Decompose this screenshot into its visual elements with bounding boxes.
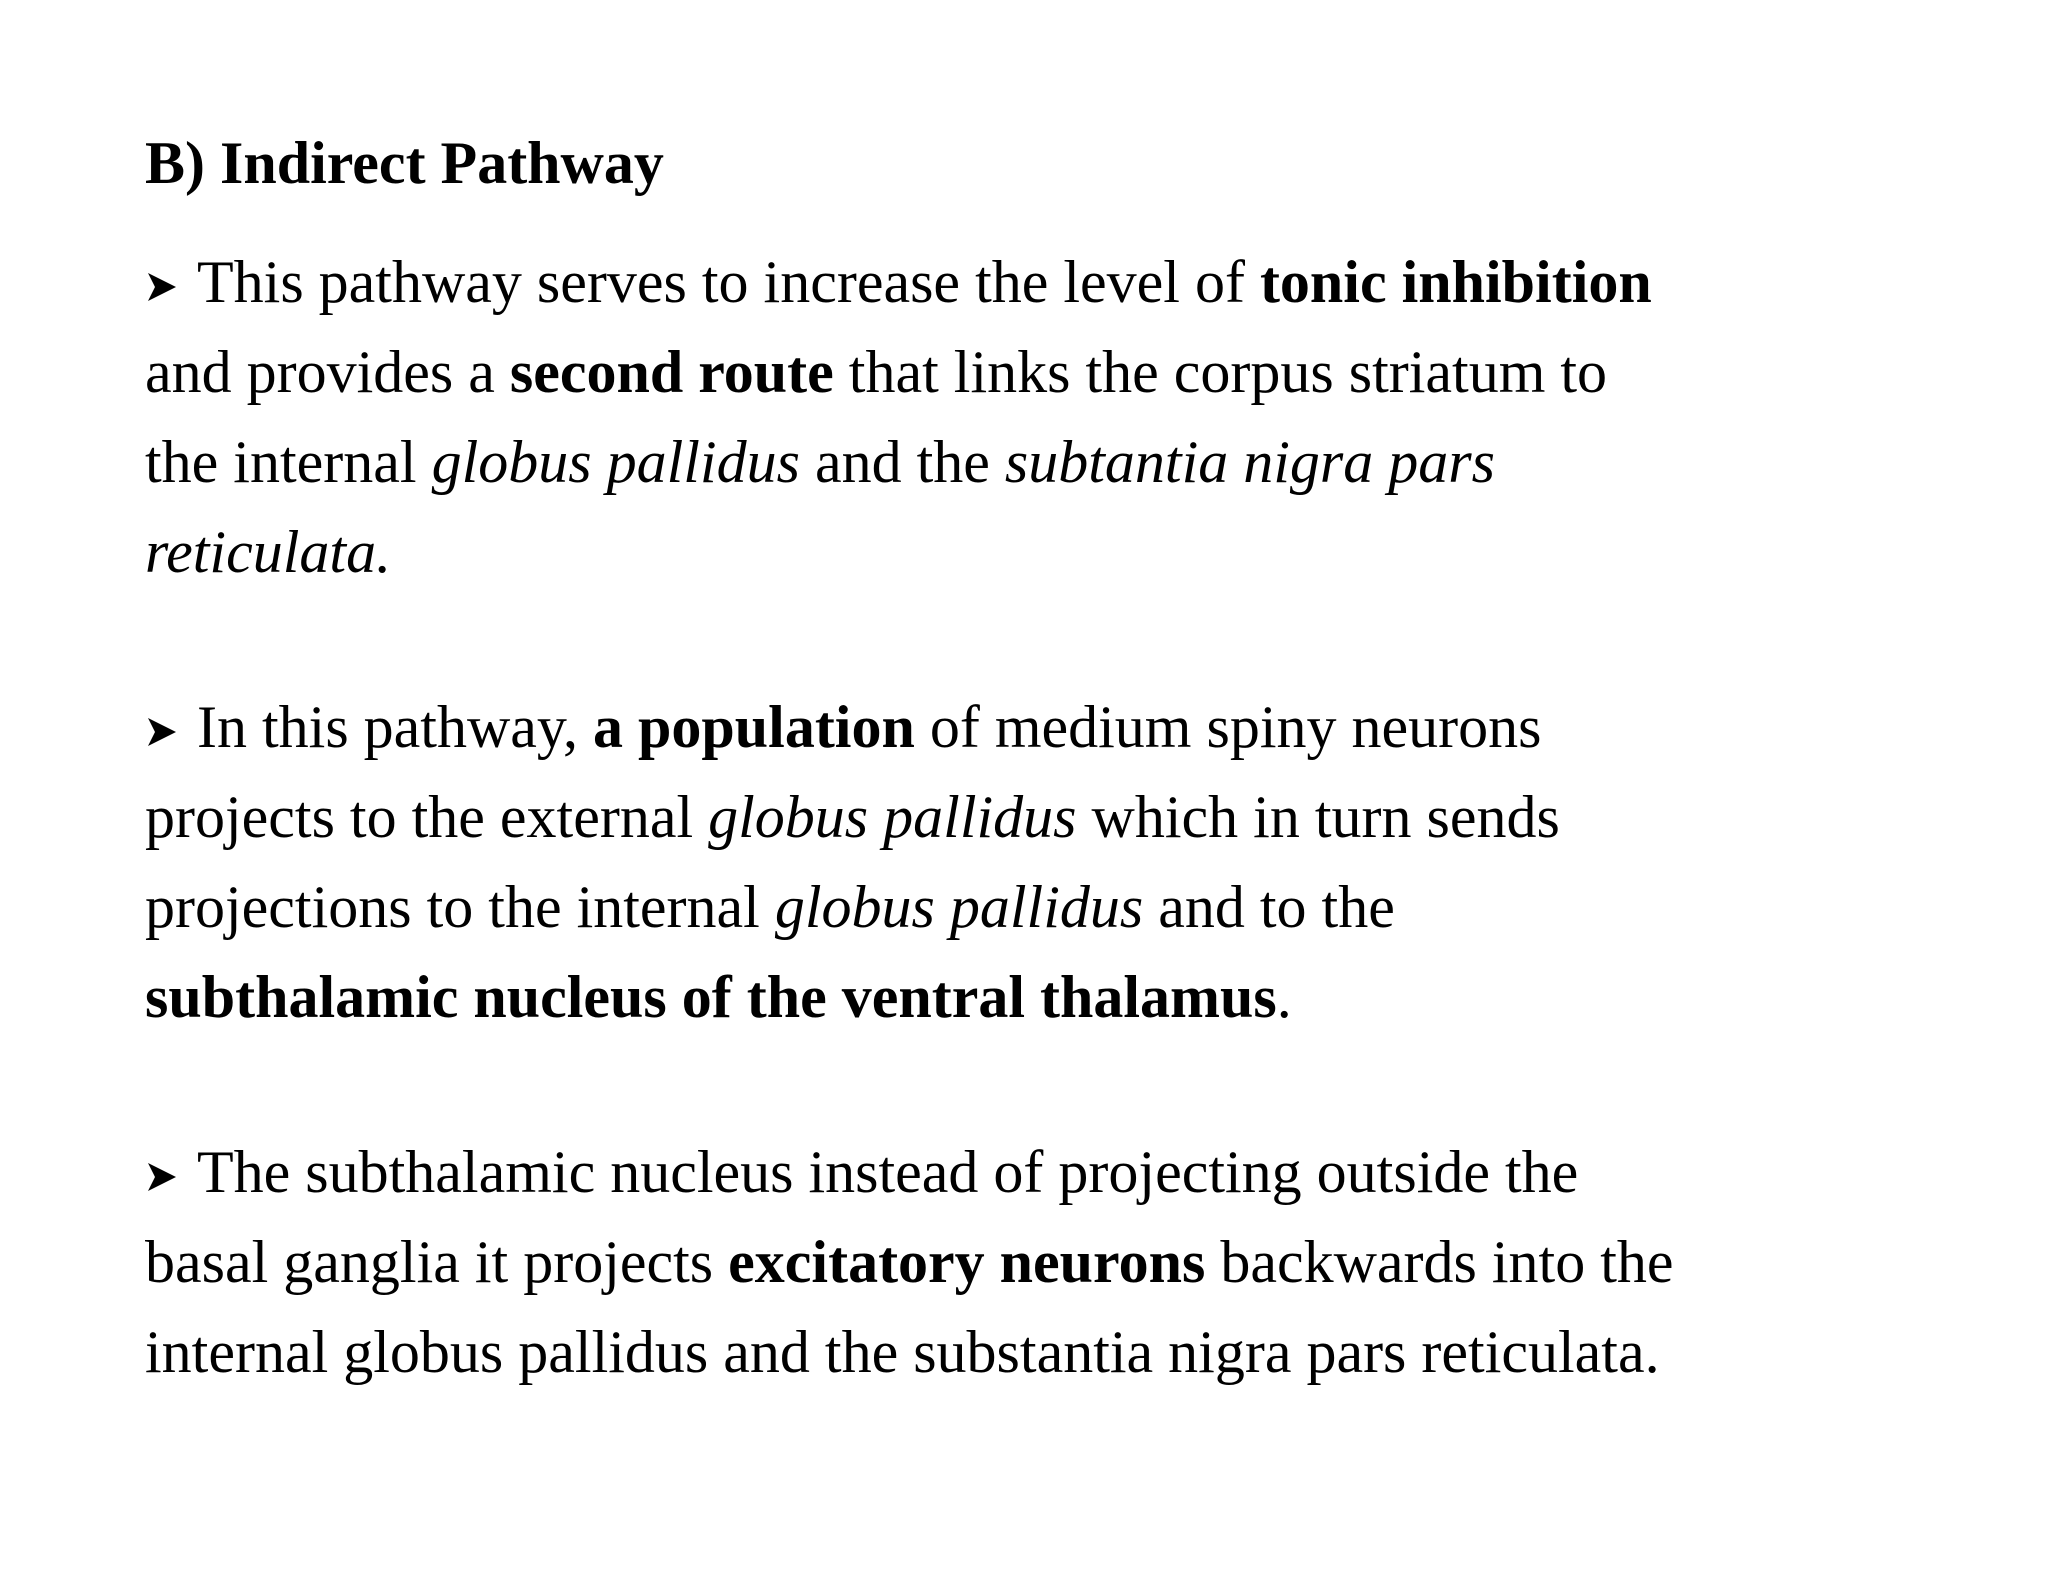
italic-term: globus pallidus bbox=[431, 429, 800, 495]
paragraph-line bbox=[145, 682, 1945, 772]
section-heading: B) Indirect Pathway bbox=[145, 130, 664, 196]
emphasis-text: subthalamic nucleus of the ventral thalamus bbox=[145, 964, 1277, 1030]
arrow-bullet-icon bbox=[145, 1160, 179, 1194]
body-text: and to the bbox=[1143, 874, 1395, 940]
italic-term: subtantia nigra pars bbox=[1004, 429, 1495, 495]
paragraph-line bbox=[145, 1307, 1945, 1397]
emphasis-text: a population bbox=[593, 694, 915, 760]
emphasis-text: second route bbox=[509, 339, 834, 405]
paragraph-line bbox=[145, 952, 1945, 1042]
bullet-paragraph-2 bbox=[145, 682, 1945, 1042]
paragraph-line bbox=[145, 417, 1945, 507]
emphasis-text: excitatory neurons bbox=[728, 1229, 1206, 1295]
bullet-paragraph-3 bbox=[145, 1127, 1945, 1397]
italic-term: globus pallidus bbox=[708, 784, 1077, 850]
body-text: backwards into the bbox=[1205, 1229, 1674, 1295]
body-text: the internal bbox=[145, 429, 432, 495]
body-text: The subthalamic nucleus instead of projecting outside the bbox=[197, 1139, 1579, 1205]
body-text: internal globus pallidus and the substantia nigra pars reticulata. bbox=[145, 1319, 1660, 1385]
paragraph-line bbox=[145, 237, 1945, 327]
body-text: of medium spiny neurons bbox=[914, 694, 1542, 760]
paragraph-line bbox=[145, 507, 1945, 597]
body-text: projections to the internal bbox=[145, 874, 775, 940]
body-text: This pathway serves to increase the level of bbox=[197, 249, 1260, 315]
body-text: projects to the external bbox=[145, 784, 709, 850]
body-text: . bbox=[1276, 964, 1292, 1030]
italic-term: reticulata. bbox=[145, 519, 392, 585]
paragraph-line bbox=[145, 1217, 1945, 1307]
arrow-bullet-icon bbox=[145, 270, 179, 304]
body-text: that links the corpus striatum to bbox=[833, 339, 1608, 405]
body-text: and provides a bbox=[145, 339, 510, 405]
arrow-bullet-icon bbox=[145, 715, 179, 749]
body-text: In this pathway, bbox=[197, 694, 594, 760]
paragraph-line bbox=[145, 327, 1945, 417]
body-text: basal ganglia it projects bbox=[145, 1229, 729, 1295]
italic-term: globus pallidus bbox=[774, 874, 1144, 940]
paragraph-line bbox=[145, 1127, 1945, 1217]
paragraph-line bbox=[145, 862, 1945, 952]
bullet-paragraph-1 bbox=[145, 237, 1945, 597]
body-text: and the bbox=[799, 429, 1005, 495]
paragraph-line bbox=[145, 772, 1945, 862]
body-text: which in turn sends bbox=[1076, 784, 1560, 850]
emphasis-text: tonic inhibition bbox=[1259, 249, 1652, 315]
